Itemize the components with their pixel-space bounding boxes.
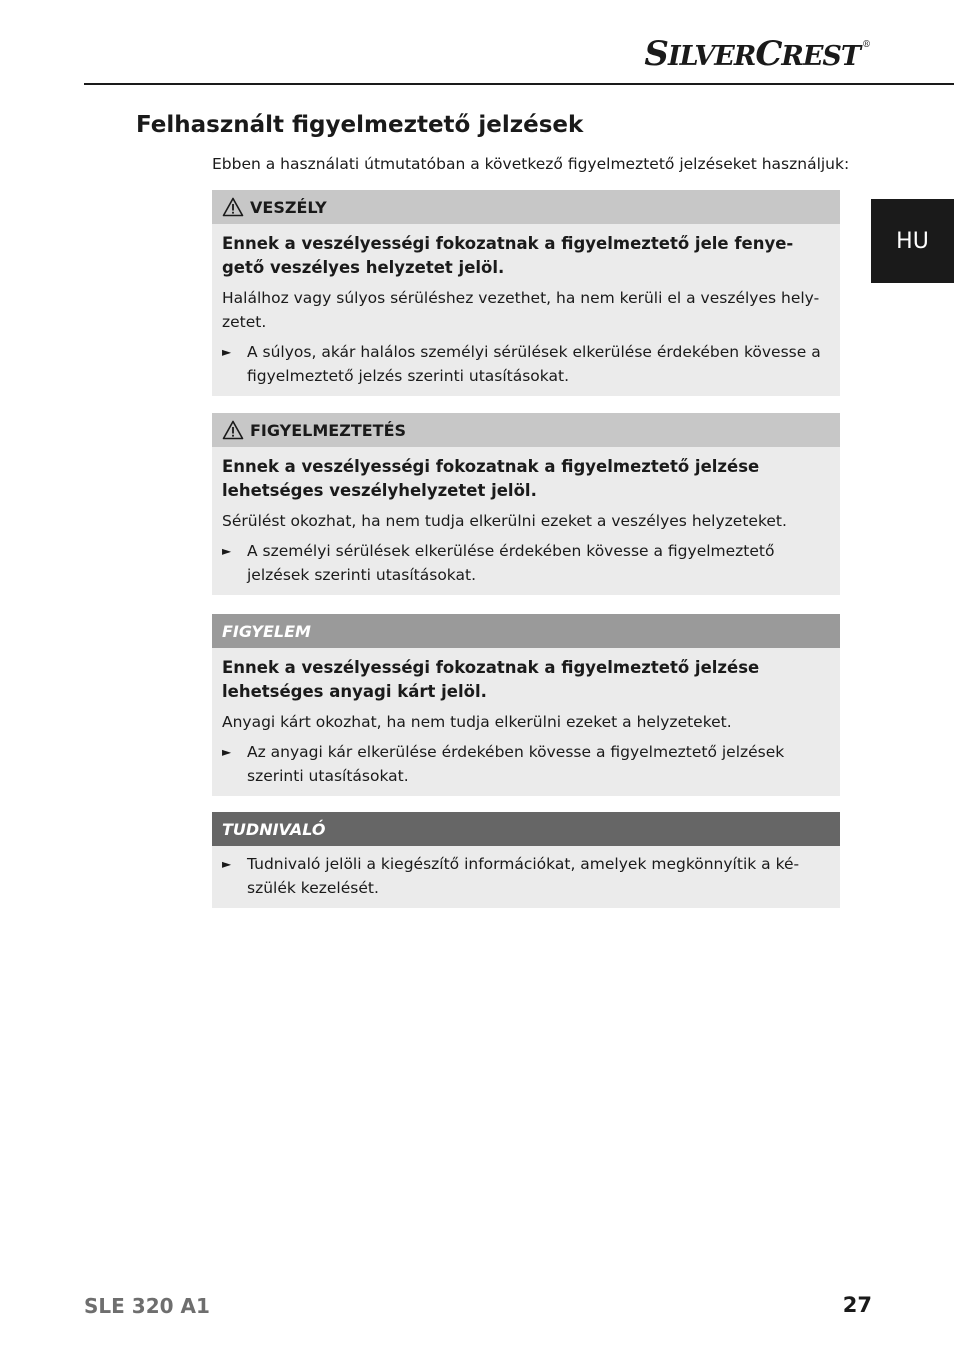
- note-heading: TUDNIVALÓ: [222, 819, 326, 839]
- logo-letters: REST: [781, 41, 860, 72]
- bullet-arrow-icon: ►: [222, 345, 232, 359]
- caution-box-header: [212, 614, 840, 648]
- note-box-header: [212, 812, 840, 846]
- danger-description: Halálhoz vagy súlyos sérüléshez vezethet, ha nem kerüli el a veszélyes hely-zetet.: [222, 289, 820, 331]
- logo-letter: S: [644, 34, 668, 74]
- danger-heading: VESZÉLY: [250, 197, 327, 217]
- bullet-arrow-icon: ►: [222, 544, 232, 558]
- page-number: 27: [842, 1293, 872, 1317]
- note-box: [212, 812, 840, 908]
- warning-step: [222, 539, 830, 587]
- warning-lead: Ennek a veszélyességi fokozatnak a figyelmeztető jelzése lehetséges veszélyhelyzetet jelöl.: [222, 457, 760, 500]
- logo-letters: ILVER: [667, 41, 756, 72]
- danger-lead: Ennek a veszélyességi fokozatnak a figyelmeztető jele fenye-gető veszélyes helyzetet jelöl.: [222, 234, 794, 277]
- note-step: [222, 852, 830, 900]
- caution-description: Anyagi kárt okozhat, ha nem tudja elkerülni ezeket a helyzeteket.: [222, 713, 732, 731]
- warning-description: Sérülést okozhat, ha nem tudja elkerülni ezeket a veszélyes helyzeteket.: [222, 512, 787, 530]
- caution-heading: FIGYELEM: [222, 621, 311, 641]
- warning-heading: FIGYELMEZTETÉS: [250, 420, 407, 440]
- bullet-arrow-icon: ►: [222, 857, 232, 871]
- warning-triangle-icon: [222, 197, 244, 217]
- danger-step: [222, 340, 830, 388]
- warning-step-text: A személyi sérülések elkerülése érdekében kövesse a figyelmeztető jelzések szerinti utasításokat.: [247, 542, 775, 584]
- danger-box-header: [212, 190, 840, 224]
- footer-model: SLE 320 A1: [84, 1294, 210, 1318]
- warning-box: [212, 413, 840, 595]
- bullet-arrow-icon: ►: [222, 745, 232, 759]
- registered-mark: ®: [862, 40, 870, 50]
- language-tab-label: HU: [896, 228, 929, 254]
- logo-letter: C: [755, 34, 782, 74]
- language-tab: [871, 199, 954, 283]
- danger-box: [212, 190, 840, 396]
- caution-box: [212, 614, 840, 796]
- caution-step: [222, 740, 830, 788]
- danger-step-text: A súlyos, akár halálos személyi sérülések elkerülése érdekében kövesse a figyelmeztető jelzés szerinti utasításokat.: [247, 343, 821, 385]
- intro-text: Ebben a használati útmutatóban a következő figyelmeztető jelzéseket használjuk:: [212, 155, 850, 173]
- header-rule: [84, 83, 954, 85]
- page-title: Felhasznált figyelmeztető jelzések: [136, 112, 584, 138]
- caution-step-text: Az anyagi kár elkerülése érdekében kövesse a figyelmeztető jelzések szerinti utasításokat.: [247, 743, 785, 785]
- note-step-text: Tudnivaló jelöli a kiegészítő információkat, amelyek megkönnyítik a ké-szülék kezelését.: [247, 855, 800, 897]
- caution-lead: Ennek a veszélyességi fokozatnak a figyelmeztető jelzése lehetséges anyagi kárt jelöl.: [222, 658, 760, 701]
- warning-box-header: [212, 413, 840, 447]
- brand-logo: [644, 34, 870, 74]
- warning-triangle-icon: [222, 420, 244, 440]
